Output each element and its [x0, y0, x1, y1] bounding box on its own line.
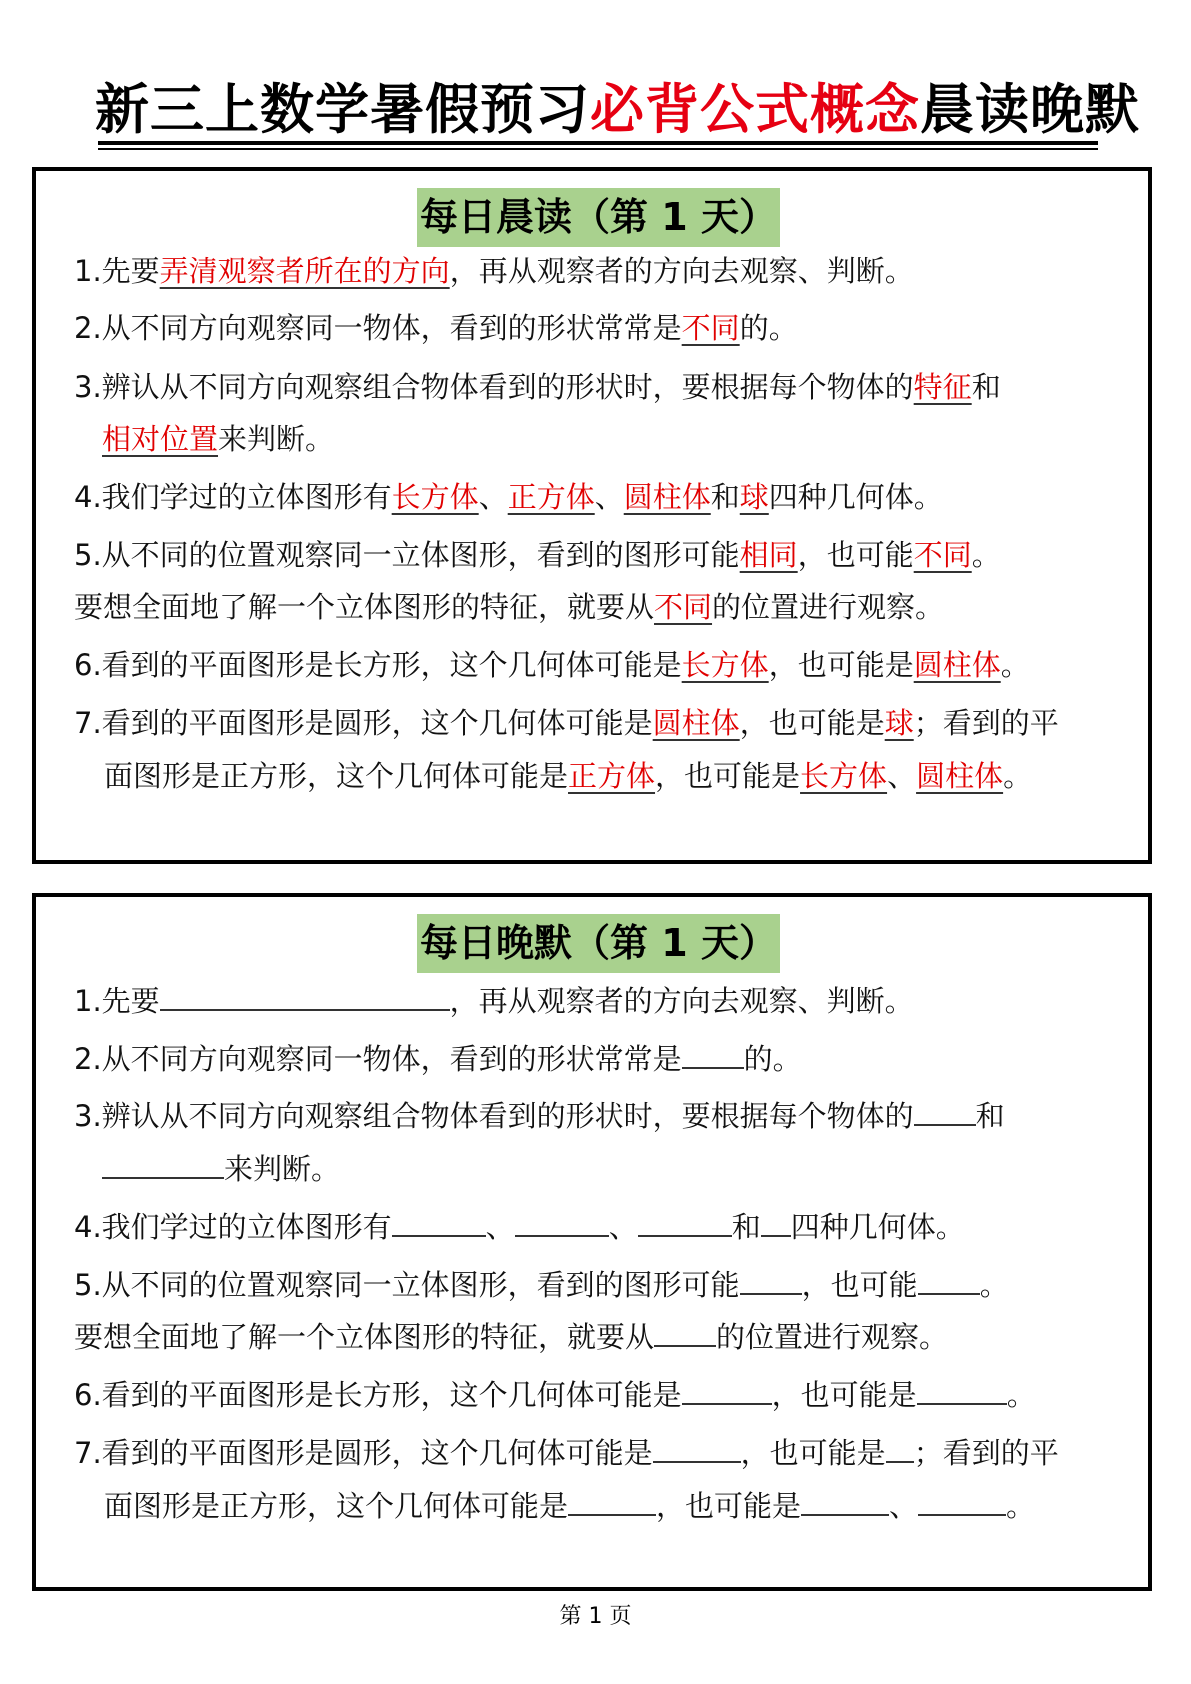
evening-item-2: 2.从不同方向观察同一物体，看到的形状常常是 的。 — [74, 1037, 802, 1079]
morning-item-5-cont: 要想全面地了解一个立体图形的特征，就要从不同的位置进行观察。 — [74, 590, 945, 624]
answer: 正方体 — [507, 480, 595, 514]
blank-field[interactable] — [917, 1373, 1007, 1405]
morning-item-2: 2.从不同方向观察同一物体，看到的形状常常是不同的。 — [74, 311, 798, 345]
answer: 不同 — [913, 538, 972, 572]
evening-item-7-cont: 面图形是正方形，这个几何体可能是 ，也可能是 、 。 — [104, 1484, 1035, 1526]
evening-item-6: 6.看到的平面图形是长方形，这个几何体可能是 ，也可能是 。 — [74, 1373, 1036, 1415]
blank-field[interactable] — [761, 1205, 791, 1237]
blank-field[interactable] — [515, 1205, 609, 1237]
evening-item-5-cont: 要想全面地了解一个立体图形的特征，就要从 的位置进行观察。 — [74, 1315, 948, 1357]
answer: 不同 — [681, 311, 740, 345]
morning-item-3: 3.辨认从不同方向观察组合物体看到的形状时，要根据每个物体的特征和 — [74, 370, 1001, 404]
morning-reading-box — [32, 167, 1152, 864]
blank-field[interactable] — [392, 1205, 486, 1237]
page-number: 第 1 页 — [559, 1604, 632, 1629]
page-title — [95, 77, 1140, 150]
blank-field[interactable] — [160, 979, 450, 1011]
evening-header: 每日晚默（第 1 天） — [417, 914, 780, 973]
blank-field[interactable] — [682, 1373, 772, 1405]
answer: 正方体 — [568, 759, 656, 793]
evening-item-3-cont: 来判断。 — [102, 1147, 340, 1189]
morning-item-7: 7.看到的平面图形是圆形，这个几何体可能是圆柱体，也可能是球；看到的平 — [74, 706, 1059, 740]
evening-item-3: 3.辨认从不同方向观察组合物体看到的形状时，要根据每个物体的 和 — [74, 1094, 1005, 1136]
morning-item-6: 6.看到的平面图形是长方形，这个几何体可能是长方体，也可能是圆柱体。 — [74, 648, 1030, 682]
answer: 不同 — [654, 590, 713, 624]
answer: 圆柱体 — [913, 648, 1001, 682]
title-underline-thin — [98, 148, 1098, 150]
blank-field[interactable] — [568, 1484, 656, 1516]
answer: 相同 — [739, 538, 798, 572]
evening-item-5: 5.从不同的位置观察同一立体图形，看到的图形可能 ，也可能 。 — [74, 1263, 1009, 1305]
blank-field[interactable] — [886, 1431, 914, 1463]
title-underline-thick — [98, 141, 1098, 145]
answer: 长方体 — [800, 759, 888, 793]
blank-field[interactable] — [102, 1147, 224, 1179]
answer: 弄清观察者所在的方向 — [159, 254, 450, 288]
blank-field[interactable] — [801, 1484, 889, 1516]
answer: 圆柱体 — [652, 706, 740, 740]
answer: 球 — [739, 480, 769, 514]
blank-field[interactable] — [918, 1263, 980, 1295]
blank-field[interactable] — [654, 1315, 716, 1347]
evening-item-1: 1.先要 ，再从观察者的方向去观察、判断。 — [74, 979, 914, 1021]
evening-item-7: 7.看到的平面图形是圆形，这个几何体可能是 ，也可能是 ；看到的平 — [74, 1431, 1059, 1473]
answer: 球 — [884, 706, 914, 740]
blank-field[interactable] — [918, 1484, 1006, 1516]
answer: 圆柱体 — [623, 480, 711, 514]
answer: 长方体 — [681, 648, 769, 682]
morning-item-7-cont: 面图形是正方形，这个几何体可能是正方体，也可能是长方体、圆柱体。 — [104, 759, 1033, 793]
title-part-3: 晨读晚默 — [920, 77, 1140, 141]
blank-field[interactable] — [638, 1205, 732, 1237]
answer: 特征 — [913, 370, 972, 404]
morning-item-5: 5.从不同的位置观察同一立体图形，看到的图形可能相同，也可能不同。 — [74, 538, 1001, 572]
morning-item-3-cont: 相对位置来判断。 — [102, 422, 335, 456]
blank-field[interactable] — [914, 1094, 976, 1126]
evening-recitation-box — [32, 893, 1152, 1591]
answer: 长方体 — [391, 480, 479, 514]
morning-item-1: 1.先要弄清观察者所在的方向，再从观察者的方向去观察、判断。 — [74, 254, 914, 288]
answer: 圆柱体 — [916, 759, 1004, 793]
title-highlight: 必背公式概念 — [590, 77, 920, 141]
blank-field[interactable] — [653, 1431, 741, 1463]
answer: 相对位置 — [102, 422, 219, 456]
blank-field[interactable] — [740, 1263, 802, 1295]
evening-item-4: 4.我们学过的立体图形有 、 、 和 四种几何体。 — [74, 1205, 965, 1247]
blank-field[interactable] — [682, 1037, 744, 1069]
title-part-1: 新三上数学暑假预习 — [95, 77, 590, 141]
morning-item-4: 4.我们学过的立体图形有长方体、正方体、圆柱体和球四种几何体。 — [74, 480, 943, 514]
morning-header: 每日晨读（第 1 天） — [417, 188, 780, 247]
